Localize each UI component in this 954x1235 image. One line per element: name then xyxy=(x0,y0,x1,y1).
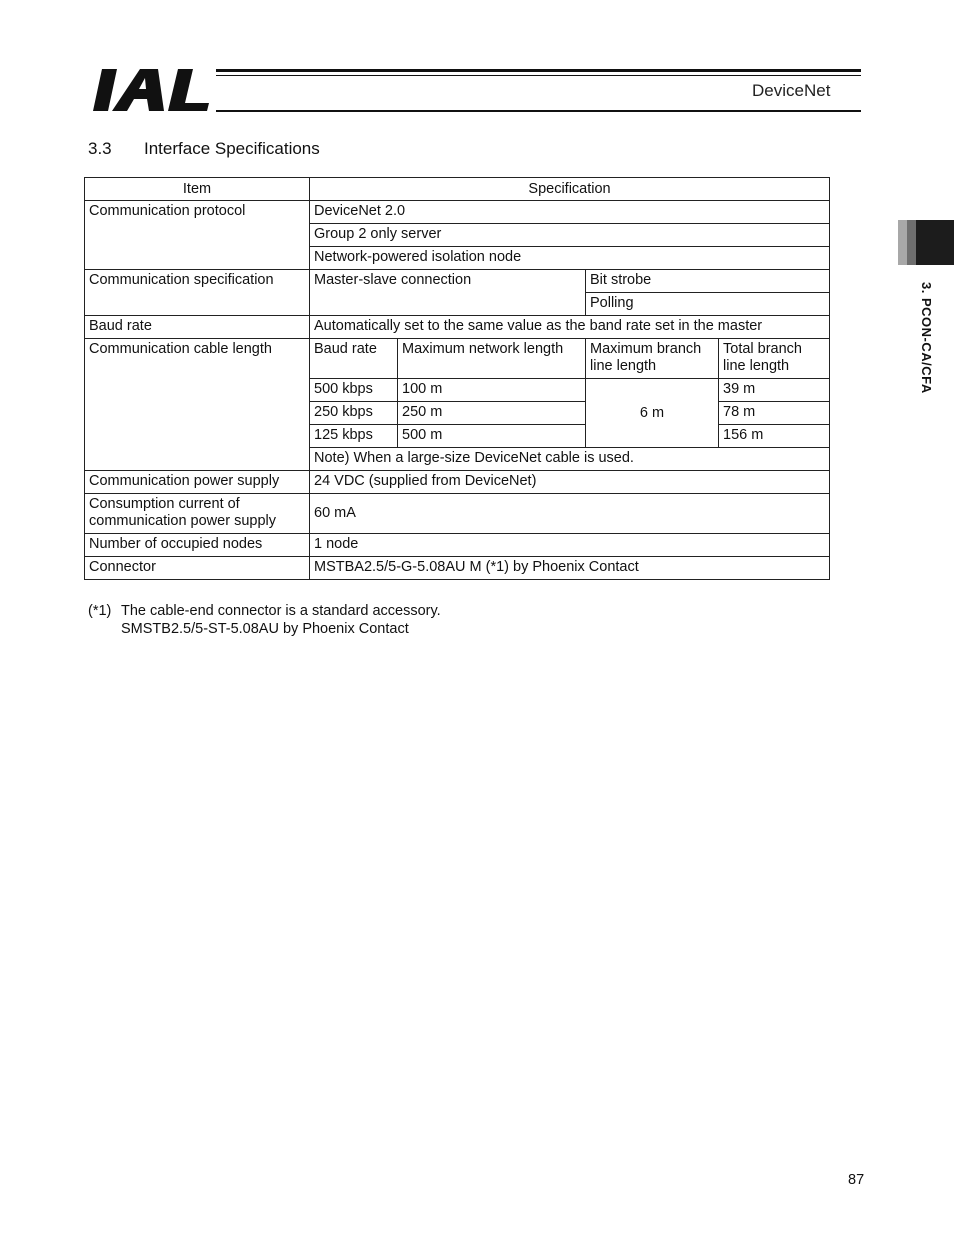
cable-network: 500 m xyxy=(398,425,586,448)
chapter-tab xyxy=(898,220,954,265)
doc-name: DeviceNet xyxy=(752,81,831,100)
consumption-current-value: 60 mA xyxy=(310,494,830,534)
baud-rate-value: Automatically set to the same value as the band rate set in the master xyxy=(310,316,830,339)
footnote xyxy=(88,602,441,638)
table-row xyxy=(85,270,830,293)
header-rule-top xyxy=(216,69,861,72)
item-comm-spec: Communication specification xyxy=(85,270,310,316)
item-power-supply: Communication power supply xyxy=(85,471,310,494)
cable-col-total: Total branch line length xyxy=(719,339,830,379)
cable-network: 250 m xyxy=(398,402,586,425)
cable-branch-value: 6 m xyxy=(586,379,719,448)
protocol-value-3: Network-powered isolation node xyxy=(310,247,830,270)
table-row xyxy=(85,494,830,534)
occupied-nodes-value: 1 node xyxy=(310,534,830,557)
cable-col-network: Maximum network length xyxy=(398,339,586,379)
header-item: Item xyxy=(85,178,310,201)
page-number: 87 xyxy=(848,1172,865,1188)
cable-network: 100 m xyxy=(398,379,586,402)
table-header-row xyxy=(85,178,830,201)
section-number: 3.3 xyxy=(88,139,112,158)
comm-spec-value-1: Bit strobe xyxy=(586,270,830,293)
power-supply-value: 24 VDC (supplied from DeviceNet) xyxy=(310,471,830,494)
cable-baud: 250 kbps xyxy=(310,402,398,425)
header-specification: Specification xyxy=(310,178,830,201)
chapter-label: 3. PCON-CA/CFA xyxy=(919,282,934,394)
cable-baud: 125 kbps xyxy=(310,425,398,448)
table-row xyxy=(85,316,830,339)
connector-value: MSTBA2.5/5-G-5.08AU M (*1) by Phoenix Contact xyxy=(310,557,830,580)
item-protocol: Communication protocol xyxy=(85,201,310,270)
cable-total: 39 m xyxy=(719,379,830,402)
cable-baud: 500 kbps xyxy=(310,379,398,402)
comm-spec-connection: Master-slave connection xyxy=(310,270,586,316)
cable-total: 156 m xyxy=(719,425,830,448)
table-row xyxy=(85,339,830,379)
item-connector: Connector xyxy=(85,557,310,580)
footnote-line-2: SMSTB2.5/5-ST-5.08AU by Phoenix Contact xyxy=(121,621,409,637)
item-baud-rate: Baud rate xyxy=(85,316,310,339)
footnote-mark: (*1) xyxy=(88,603,112,619)
comm-spec-value-2: Polling xyxy=(586,293,830,316)
header-rule-mid xyxy=(216,75,861,76)
interface-spec-table xyxy=(84,177,830,580)
table-row xyxy=(85,471,830,494)
iai-logo xyxy=(92,66,210,114)
protocol-value-1: DeviceNet 2.0 xyxy=(310,201,830,224)
item-consumption-current: Consumption current of communication power supply xyxy=(85,494,310,534)
item-cable-length: Communication cable length xyxy=(85,339,310,471)
table-row xyxy=(85,201,830,224)
header-rule-bottom xyxy=(216,110,861,112)
item-occupied-nodes: Number of occupied nodes xyxy=(85,534,310,557)
protocol-value-2: Group 2 only server xyxy=(310,224,830,247)
cable-col-branch: Maximum branch line length xyxy=(586,339,719,379)
cable-note: Note) When a large-size DeviceNet cable is used. xyxy=(310,448,830,471)
table-row xyxy=(85,557,830,580)
cable-total: 78 m xyxy=(719,402,830,425)
section-title xyxy=(88,139,320,159)
footnote-line-1: The cable-end connector is a standard accessory. xyxy=(121,603,441,619)
table-row xyxy=(85,534,830,557)
section-heading: Interface Specifications xyxy=(144,139,320,158)
cable-col-baud: Baud rate xyxy=(310,339,398,379)
